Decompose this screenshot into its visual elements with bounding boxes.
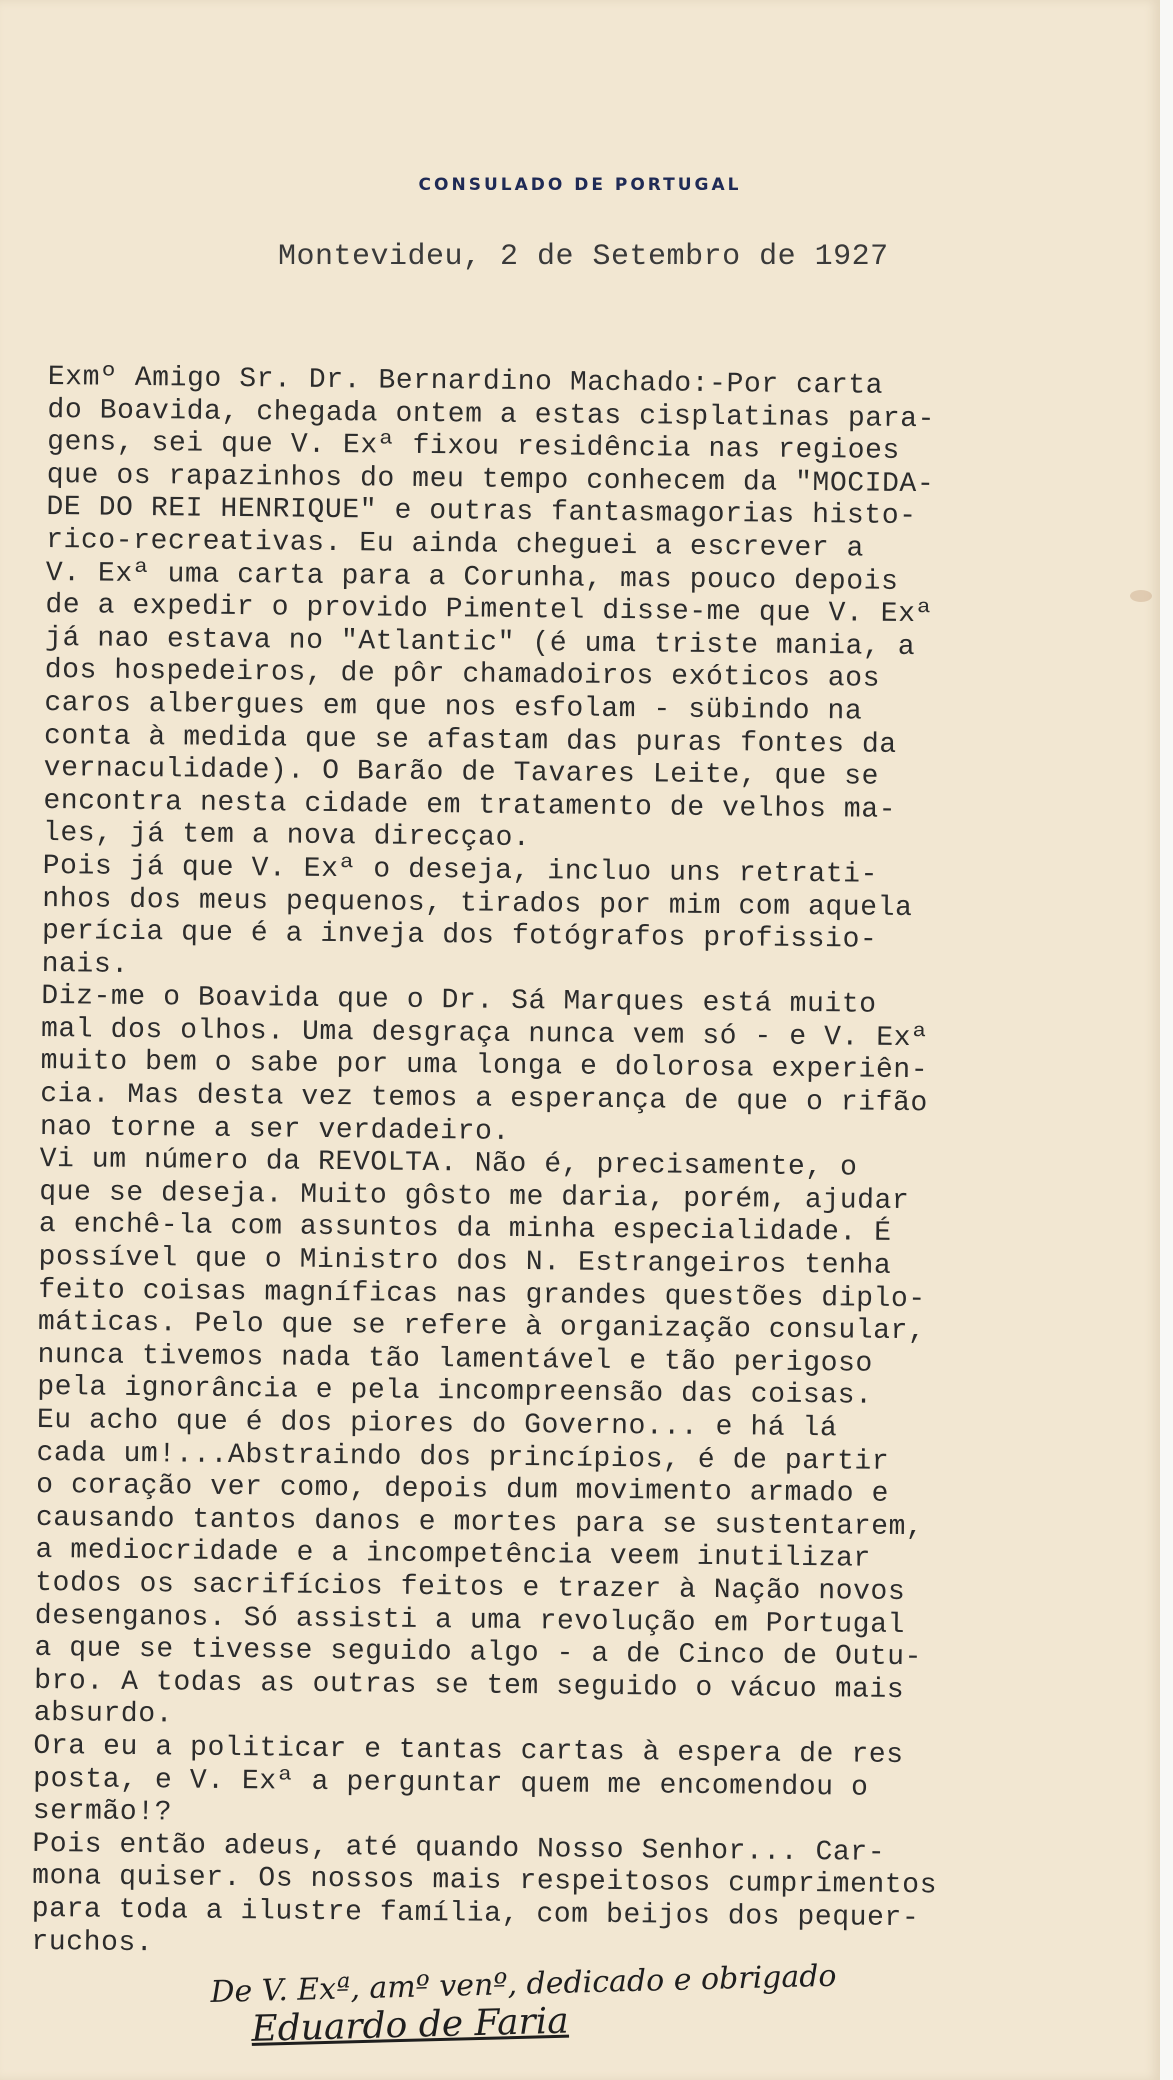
body-line: todos os sacrifícios feitos e trazer à Nação novos — [35, 1567, 906, 1609]
body-line: causando tantos danos e mortes para se sustentarem, — [35, 1502, 924, 1544]
signature-closing: De V. Exª, amº venº, dedicado e obrigado — [210, 1958, 837, 2010]
body-line: les, já tem a nova direcçao. — [42, 818, 531, 855]
body-line: nais. — [41, 948, 129, 981]
body-line: Pois já que V. Exª o deseja, incluo uns retrati- — [42, 850, 879, 891]
body-line: gens, sei que V. Exª fixou residência nas regioes — [46, 427, 901, 468]
body-line: mona quiser. Os nossos mais respeitosos cumprimentos — [31, 1861, 938, 1902]
signature-name: Eduardo de Faria — [250, 2000, 570, 2050]
body-line: a que se tivesse seguido algo - a de Cinco de Outu- — [34, 1633, 923, 1674]
body-line: Eu acho que é dos piores do Governo... e há lá — [36, 1404, 838, 1445]
body-line: DE DO REI HENRIQUE" e outras fantasmagorias histo- — [46, 492, 917, 533]
dateline: Montevideu, 2 de Setembro de 1927 — [278, 240, 889, 274]
body-line: rico-recreativas. Eu ainda cheguei a escrever a — [45, 524, 865, 565]
body-line: muito bem o sabe por uma longa e dolorosa experiên- — [40, 1046, 929, 1087]
body-line: sermão!? — [32, 1796, 173, 1829]
body-line: mal dos olhos. Uma desgraça nunca vem só - e V. Exª — [40, 1013, 929, 1055]
body-line: encontra nesta cidade em tratamento de velhos ma- — [43, 785, 897, 826]
body-line: desenganos. Só assisti a uma revolução em Portugal — [34, 1600, 906, 1641]
body-line: Ora eu a politicar e tantas cartas à espera de res — [33, 1730, 904, 1771]
body-line: conta à medida que se afastam das puras fontes da — [43, 720, 897, 761]
body-line: de a expedir o provido Pimentel disse-me que V. Exª — [45, 590, 934, 631]
body-line: possível que o Ministro dos N. Estrangeiros tenha — [38, 1241, 892, 1282]
body-line: que os rapazinhos do meu tempo conhecem da "MOCIDA- — [46, 459, 935, 501]
page-margin — [1160, 0, 1173, 2080]
body-line: Exmº Amigo Sr. Dr. Bernardino Machado:-Por carta — [47, 362, 884, 402]
body-line: já nao estava no "Atlantic" (é uma triste mania, a — [44, 622, 916, 663]
body-line: bro. A todas as outras se tem seguido o vácuo mais — [34, 1665, 905, 1706]
letter-body — [31, 362, 1078, 1970]
body-line: cia. Mas desta vez temos a esperança de que o rifão — [40, 1079, 928, 1120]
body-line: pela ignorância e pela incompreensão das coisas. — [37, 1372, 873, 1413]
body-line: cada um!...Abstraindo dos princípios, é de partir — [36, 1437, 890, 1478]
body-line: absurdo. — [33, 1698, 174, 1731]
letterhead: CONSULADO DE PORTUGAL — [418, 175, 742, 195]
body-line: nunca tivemos nada tão lamentável e tão perigoso — [37, 1339, 874, 1380]
body-line: nhos dos meus pequenos, tirados por mim com aquela — [42, 883, 913, 924]
body-line: nao torne a ser verdadeiro. — [39, 1111, 510, 1148]
body-line: a mediocridade e a incompetência veem inutilizar — [35, 1535, 872, 1576]
body-line: V. Exª uma carta para a Corunha, mas pouco depois — [45, 557, 899, 598]
body-line: posta, e V. Exª a perguntar quem me encomendou o — [32, 1763, 869, 1804]
body-line: que se deseja. Muito gôsto me daria, porém, ajudar — [39, 1176, 910, 1217]
body-line: o coração ver como, depois dum movimento armado e — [36, 1470, 890, 1511]
body-line: ruchos. — [31, 1926, 154, 1959]
body-line: dos hospedeiros, de pôr chamadoiros exóticos aos — [44, 655, 881, 696]
body-line: do Boavida, chegada ontem a estas cisplatinas para- — [47, 394, 936, 435]
body-line: a enchê-la com assuntos da minha especialidade. É — [38, 1209, 892, 1250]
body-line: feito coisas magníficas nas grandes questões diplo- — [38, 1274, 926, 1315]
body-line: caros albergues em que nos esfolam - sübindo na — [44, 687, 863, 728]
body-line: Pois então adeus, até quando Nosso Senhor... Car- — [32, 1828, 886, 1869]
paper-stain — [1130, 590, 1152, 602]
body-line: Diz-me o Boavida que o Dr. Sá Marques está muito — [41, 981, 877, 1021]
body-line: para toda a ilustre família, com beijos dos pequer- — [31, 1893, 920, 1935]
signature — [210, 1950, 1162, 2051]
body-line: máticas. Pelo que se refere à organização consular, — [37, 1307, 926, 1348]
body-line: perícia que é a inveja dos fotógrafos profissio- — [41, 916, 878, 956]
body-line: vernaculidade). O Barão de Tavares Leite, que se — [43, 753, 880, 793]
body-line: Vi um número da REVOLTA. Não é, precisamente, o — [39, 1144, 858, 1184]
